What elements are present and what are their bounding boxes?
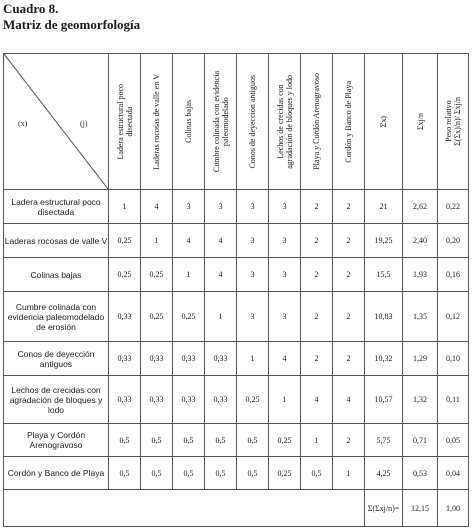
column-header — [301, 54, 333, 190]
column-header — [269, 54, 301, 190]
matrix-cell: 3 — [269, 258, 301, 292]
matrix-cell: 4 — [205, 258, 237, 292]
total-row — [4, 490, 469, 527]
matrix-cell: 2,62 — [403, 190, 438, 224]
matrix-cell: 3 — [269, 224, 301, 258]
total-label: Σ(Σxj/n)= — [365, 490, 403, 527]
matrix-cell: 0,5 — [205, 457, 237, 490]
matrix-cell: 10,32 — [365, 342, 403, 376]
table-row — [4, 342, 469, 376]
column-header — [365, 54, 403, 190]
table-row — [4, 258, 469, 292]
matrix-cell: 0,25 — [141, 258, 173, 292]
matrix-cell: 3 — [173, 190, 205, 224]
matrix-cell: 2 — [301, 342, 333, 376]
column-header-label: Conos de deyección antiguos — [248, 74, 257, 169]
matrix-cell: 1 — [205, 292, 237, 342]
header-row — [4, 54, 469, 190]
matrix-cell: 1 — [173, 258, 205, 292]
matrix-cell: 0,20 — [438, 224, 469, 258]
corner-cell — [4, 54, 109, 190]
row-label: Colinas bajas — [4, 258, 109, 292]
matrix-cell: 0,33 — [109, 376, 141, 424]
row-label: Conos de deyección antiguos — [4, 342, 109, 376]
column-header-label: Ladera estructural poco disectada — [115, 83, 134, 160]
column-header — [333, 54, 365, 190]
column-header-label: Cordón y Banco de Playa — [344, 80, 353, 163]
matrix-cell: 4 — [269, 342, 301, 376]
matrix-cell: 15,5 — [365, 258, 403, 292]
matrix-cell: 0,5 — [173, 424, 205, 457]
matrix-cell: 0,05 — [438, 424, 469, 457]
column-header-label: Laderas rocosas de valle en V — [152, 73, 161, 170]
column-header-label: Cumbre colinada con evidencia paleomodelado — [211, 70, 230, 173]
total-spacer — [4, 490, 365, 527]
matrix-cell: 10,57 — [365, 376, 403, 424]
matrix-cell: 2 — [333, 258, 365, 292]
caption-title: Matriz de geomorfología — [3, 17, 141, 32]
matrix-cell: 0,33 — [141, 342, 173, 376]
matrix-cell: 0,71 — [403, 424, 438, 457]
matrix-cell: 1 — [269, 376, 301, 424]
matrix-cell: 0,5 — [237, 457, 269, 490]
table-row — [4, 376, 469, 424]
table-row — [4, 190, 469, 224]
matrix-cell: 0,33 — [173, 342, 205, 376]
matrix-cell: 2,40 — [403, 224, 438, 258]
matrix-cell: 4 — [173, 224, 205, 258]
matrix-cell: 0,10 — [438, 342, 469, 376]
row-label: Playa y Cordón Arenogravoso — [4, 424, 109, 457]
matrix-cell: 4 — [301, 376, 333, 424]
column-header — [403, 54, 438, 190]
matrix-cell: 10,83 — [365, 292, 403, 342]
matrix-cell: 3 — [269, 190, 301, 224]
matrix-cell: 1 — [301, 424, 333, 457]
corner-x-label: (x) — [18, 119, 28, 128]
row-label: Lechos de crecidas con agradación de bloques y lodo — [4, 376, 109, 424]
matrix-cell: 0,16 — [438, 258, 469, 292]
matrix-cell: 0,33 — [205, 376, 237, 424]
matrix-cell: 0,5 — [141, 424, 173, 457]
matrix-cell: 0,5 — [237, 424, 269, 457]
matrix-cell: 0,25 — [269, 424, 301, 457]
column-header — [173, 54, 205, 190]
matrix-cell: 0,53 — [403, 457, 438, 490]
matrix-cell: 0,5 — [301, 457, 333, 490]
matrix-cell: 1 — [109, 190, 141, 224]
row-label: Cumbre colinada con evidencia paleomodelado de erosión — [4, 292, 109, 342]
matrix-cell: 5,75 — [365, 424, 403, 457]
total-weight: 1,00 — [438, 490, 469, 527]
matrix-cell: 4,25 — [365, 457, 403, 490]
matrix-cell: 2 — [333, 292, 365, 342]
matrix-cell: 1,35 — [403, 292, 438, 342]
matrix-cell: 1,29 — [403, 342, 438, 376]
table-row — [4, 457, 469, 490]
column-header-label: Σx) — [379, 115, 388, 128]
matrix-cell: 0,25 — [237, 376, 269, 424]
table-row — [4, 424, 469, 457]
caption-number: Cuadro 8. — [3, 1, 59, 16]
row-label: Laderas rocosas de valle V — [4, 224, 109, 258]
matrix-cell: 0,25 — [109, 224, 141, 258]
total-sum: 12,15 — [403, 490, 438, 527]
matrix-cell: 2 — [301, 190, 333, 224]
matrix-cell: 3 — [237, 258, 269, 292]
matrix-cell: 0,5 — [173, 457, 205, 490]
column-header — [109, 54, 141, 190]
matrix-cell: 19,25 — [365, 224, 403, 258]
matrix-cell: 2 — [301, 258, 333, 292]
matrix-cell: 21 — [365, 190, 403, 224]
matrix-body — [4, 190, 469, 490]
column-header — [237, 54, 269, 190]
matrix-cell: 0,25 — [141, 292, 173, 342]
matrix-cell: 0,5 — [109, 424, 141, 457]
matrix-cell: 3 — [237, 292, 269, 342]
matrix-cell: 0,04 — [438, 457, 469, 490]
matrix-cell: 0,22 — [438, 190, 469, 224]
matrix-cell: 0,5 — [141, 457, 173, 490]
row-label: Cordón y Banco de Playa — [4, 457, 109, 490]
matrix-cell: 1,93 — [403, 258, 438, 292]
matrix-cell: 3 — [205, 190, 237, 224]
matrix-cell: 0,5 — [109, 457, 141, 490]
matrix-cell: 0,33 — [173, 376, 205, 424]
matrix-cell: 0,25 — [109, 258, 141, 292]
column-header-label: Playa y Cordón Arenogravoso — [312, 73, 321, 170]
matrix-cell: 2 — [301, 292, 333, 342]
column-header — [438, 54, 469, 190]
geomorphology-matrix — [3, 53, 469, 527]
matrix-cell: 0,33 — [109, 342, 141, 376]
matrix-cell: 2 — [333, 424, 365, 457]
matrix-cell: 0,12 — [438, 292, 469, 342]
matrix-cell: 3 — [237, 190, 269, 224]
matrix-cell: 2 — [301, 224, 333, 258]
table-row — [4, 224, 469, 258]
matrix-cell: 0,33 — [205, 342, 237, 376]
matrix-cell: 3 — [237, 224, 269, 258]
matrix-cell: 2 — [333, 342, 365, 376]
matrix-cell: 2 — [333, 224, 365, 258]
matrix-cell: 0,5 — [205, 424, 237, 457]
column-header-label: Lechos de crecidas con agradación de bloques y lodo — [275, 74, 294, 169]
matrix-cell: 3 — [269, 292, 301, 342]
column-header-label: Σxj/n — [415, 112, 425, 131]
matrix-cell: 4 — [333, 376, 365, 424]
column-header-label: Colinas bajas — [184, 100, 193, 143]
matrix-cell: 0,33 — [141, 376, 173, 424]
column-header — [205, 54, 237, 190]
column-header-label: Peso relativo Σ(Σx)/n)/ Σxj/n — [444, 97, 462, 146]
matrix-cell: 1 — [141, 224, 173, 258]
matrix-cell: 0,25 — [173, 292, 205, 342]
matrix-cell: 0,11 — [438, 376, 469, 424]
corner-j-label: (j) — [80, 119, 88, 128]
table-caption — [3, 1, 140, 33]
table-row — [4, 292, 469, 342]
matrix-cell: 2 — [333, 190, 365, 224]
matrix-cell: 0,33 — [109, 292, 141, 342]
matrix-cell: 4 — [205, 224, 237, 258]
matrix-cell: 1 — [237, 342, 269, 376]
matrix-cell: 1,32 — [403, 376, 438, 424]
matrix-cell: 1 — [333, 457, 365, 490]
column-header — [141, 54, 173, 190]
row-label: Ladera estructural poco disectada — [4, 190, 109, 224]
matrix-cell: 4 — [141, 190, 173, 224]
matrix-cell: 0,25 — [269, 457, 301, 490]
